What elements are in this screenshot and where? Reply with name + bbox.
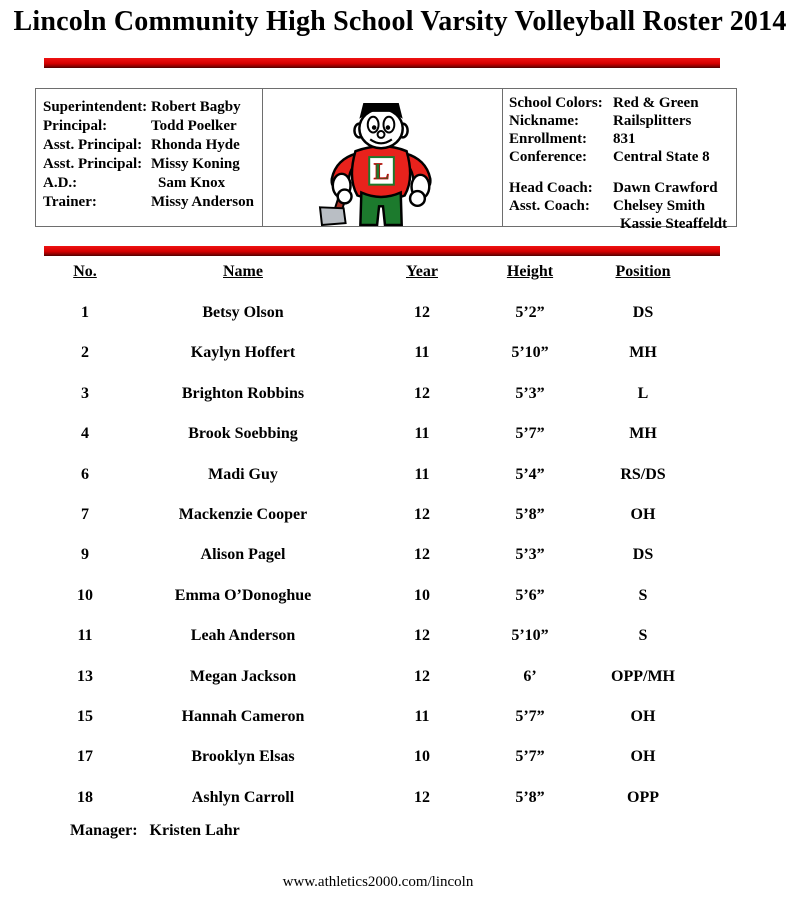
staff-info-box <box>36 89 263 226</box>
cell-no: 6 <box>81 465 89 483</box>
table-row <box>40 626 716 666</box>
cell-year: 12 <box>414 667 430 685</box>
cell-name: Megan Jackson <box>189 667 297 685</box>
cell-year: 10 <box>414 748 430 766</box>
table-row <box>40 707 716 747</box>
cell-no: 9 <box>81 546 89 564</box>
coach-value: Kassie Steaffeldt <box>620 216 728 232</box>
coach-row <box>509 179 734 197</box>
cell-height: 6’ <box>523 667 537 685</box>
coach-label: Asst. Coach: <box>509 198 590 214</box>
school-label: Enrollment: <box>509 131 588 147</box>
cell-year: 12 <box>414 546 430 564</box>
cell-name: Madi Guy <box>208 465 278 483</box>
school-row <box>509 112 734 130</box>
manager-line <box>70 821 240 841</box>
cell-position: MH <box>629 344 657 362</box>
manager-value: Kristen Lahr <box>149 822 240 839</box>
cell-no: 15 <box>77 707 93 725</box>
cell-no: 7 <box>81 505 89 523</box>
roster-header-row <box>40 260 716 303</box>
cell-year: 11 <box>414 707 430 725</box>
staff-value: Rhonda Hyde <box>151 137 240 153</box>
red-divider-top <box>44 58 720 68</box>
header-position: Position <box>615 263 671 280</box>
staff-row <box>43 174 258 193</box>
cell-no: 10 <box>77 586 93 604</box>
cell-height: 5’8” <box>515 505 545 523</box>
coach-label: Head Coach: <box>509 180 593 196</box>
table-row <box>40 384 716 424</box>
cell-name: Brighton Robbins <box>181 384 305 402</box>
coach-row <box>509 197 734 215</box>
school-value: Railsplitters <box>613 113 692 129</box>
school-row <box>509 148 734 166</box>
table-row <box>40 667 716 707</box>
header-year: Year <box>406 263 438 280</box>
header-no: No. <box>73 263 97 280</box>
staff-label: Superintendent: <box>43 99 148 115</box>
cell-height: 5’7” <box>515 425 545 443</box>
school-label: Nickname: <box>509 113 579 129</box>
table-row <box>40 343 716 383</box>
coach-value: Dawn Crawford <box>613 180 718 196</box>
staff-value: Todd Poelker <box>151 118 237 134</box>
cell-name: Emma O’Donoghue <box>174 586 312 604</box>
cell-name: Alison Pagel <box>200 546 286 564</box>
staff-label: A.D.: <box>43 175 78 191</box>
cell-name: Brooklyn Elsas <box>191 748 295 766</box>
roster-table <box>40 260 716 828</box>
cell-no: 3 <box>81 384 89 402</box>
cell-name: Mackenzie Cooper <box>178 505 308 523</box>
school-label: Conference: <box>509 149 588 165</box>
cell-position: MH <box>629 425 657 443</box>
cell-height: 5’3” <box>515 384 545 402</box>
cell-name: Betsy Olson <box>202 304 284 321</box>
cell-name: Hannah Cameron <box>181 707 305 725</box>
cell-position: OH <box>630 748 656 766</box>
red-divider-table <box>44 246 720 256</box>
cell-no: 4 <box>81 425 89 443</box>
cell-year: 12 <box>414 788 430 806</box>
cell-no: 1 <box>81 304 89 321</box>
school-row <box>509 94 734 112</box>
page-title: Lincoln Community High School Varsity Volleyball Roster 2014 <box>13 6 787 37</box>
school-value: Red & Green <box>613 95 699 111</box>
cell-year: 12 <box>414 384 430 402</box>
cell-height: 5’4” <box>515 465 545 483</box>
school-info-header <box>35 88 737 232</box>
staff-value: Missy Koning <box>151 156 240 172</box>
cell-name: Kaylyn Hoffert <box>190 344 296 362</box>
staff-row <box>43 117 258 136</box>
footer-url-link[interactable]: www.athletics2000.com/lincoln <box>282 874 474 890</box>
mascot-letter: L <box>373 158 389 185</box>
table-row <box>40 586 716 626</box>
table-row <box>40 303 716 343</box>
school-value: Central State 8 <box>613 149 710 165</box>
header-name: Name <box>223 263 263 280</box>
cell-height: 5’2” <box>515 304 545 321</box>
cell-position: RS/DS <box>620 465 666 483</box>
railsplitter-mascot-icon <box>317 100 449 226</box>
school-label: School Colors: <box>509 95 603 111</box>
cell-year: 12 <box>414 304 430 321</box>
cell-height: 5’10” <box>511 627 549 645</box>
staff-label: Asst. Principal: <box>43 137 143 153</box>
cell-position: OH <box>630 707 656 725</box>
cell-height: 5’7” <box>515 707 545 725</box>
cell-year: 12 <box>414 627 430 645</box>
table-row <box>40 505 716 545</box>
cell-position: OH <box>630 505 656 523</box>
cell-height: 5’8” <box>515 788 545 806</box>
school-info-box <box>503 89 736 232</box>
cell-year: 11 <box>414 465 430 483</box>
staff-label: Principal: <box>43 118 108 134</box>
staff-value: Missy Anderson <box>151 194 254 210</box>
coach-value: Chelsey Smith <box>613 198 706 214</box>
school-row <box>509 130 734 148</box>
cell-position: S <box>638 586 648 604</box>
staff-label: Asst. Principal: <box>43 156 143 172</box>
cell-year: 12 <box>414 505 430 523</box>
staff-label: Trainer: <box>43 194 97 210</box>
cell-position: S <box>638 627 648 645</box>
cell-no: 11 <box>77 627 93 645</box>
table-row <box>40 747 716 787</box>
manager-label: Manager: <box>70 822 138 839</box>
cell-height: 5’10” <box>511 344 549 362</box>
cell-year: 11 <box>414 425 430 443</box>
staff-value: Robert Bagby <box>151 99 241 115</box>
cell-position: DS <box>632 304 654 321</box>
cell-no: 18 <box>77 788 93 806</box>
coach-row <box>509 215 734 233</box>
spacer <box>509 166 734 179</box>
cell-height: 5’6” <box>515 586 545 604</box>
cell-year: 11 <box>414 344 430 362</box>
table-row <box>40 424 716 464</box>
cell-name: Ashlyn Carroll <box>191 788 295 806</box>
cell-height: 5’3” <box>515 546 545 564</box>
staff-value: Sam Knox <box>158 175 226 191</box>
footer <box>40 874 716 891</box>
staff-row <box>43 155 258 174</box>
cell-name: Brook Soebbing <box>188 425 298 443</box>
cell-position: DS <box>632 546 654 564</box>
cell-name: Leah Anderson <box>190 627 296 645</box>
coach-label <box>509 215 613 233</box>
cell-position: L <box>637 384 649 402</box>
cell-position: OPP <box>627 788 659 806</box>
cell-position: OPP/MH <box>611 667 675 685</box>
cell-no: 2 <box>81 344 89 362</box>
cell-no: 17 <box>77 748 93 766</box>
header-height: Height <box>506 263 554 280</box>
staff-row <box>43 193 258 212</box>
staff-row <box>43 98 258 117</box>
cell-no: 13 <box>77 667 93 685</box>
cell-height: 5’7” <box>515 748 545 766</box>
school-value: 831 <box>613 131 636 147</box>
mascot-cell <box>263 89 503 226</box>
staff-row <box>43 136 258 155</box>
table-row <box>40 465 716 505</box>
table-row <box>40 545 716 585</box>
cell-year: 10 <box>414 586 430 604</box>
